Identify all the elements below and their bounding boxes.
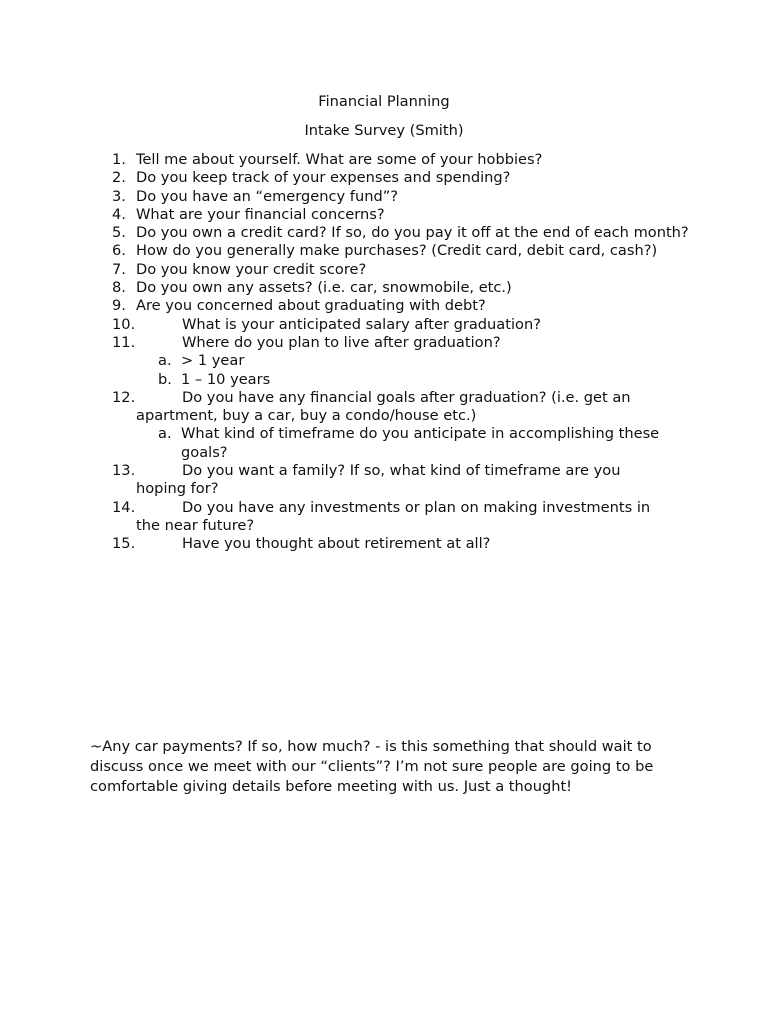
item-text-first-line: Do you have any investments or plan on making investments in bbox=[182, 498, 651, 516]
item-text: What is your anticipated salary after graduation? bbox=[182, 315, 541, 333]
sub-item-letter: a. bbox=[158, 425, 172, 443]
sub-item-text: > 1 year bbox=[181, 352, 245, 370]
document-title: Financial Planning bbox=[318, 93, 450, 110]
item-text-continuation: hoping for? bbox=[136, 480, 219, 498]
sub-item-text: What kind of timeframe do you anticipate in accomplishing these goals? bbox=[181, 425, 660, 461]
comment-note: ~Any car payments? If so, how much? - is this something that should wait to discuss once we meet with our “clients”? I’m not sure people are going to be comfortable giving details before meeting with us. Just a thought! bbox=[90, 738, 654, 795]
item-text: What are your financial concerns? bbox=[136, 205, 385, 223]
list-item bbox=[0, 151, 696, 169]
item-text-continuation: apartment, buy a car, buy a condo/house etc.) bbox=[136, 407, 477, 425]
sub-item-text: 1 – 10 years bbox=[181, 370, 271, 388]
item-number: 6. bbox=[112, 242, 126, 260]
item-number: 11. bbox=[112, 333, 136, 351]
item-number: 2. bbox=[112, 169, 126, 187]
item-text: Do you keep track of your expenses and spending? bbox=[136, 169, 511, 187]
item-number: 3. bbox=[112, 187, 126, 205]
document-subtitle: Intake Survey (Smith) bbox=[304, 122, 464, 139]
item-text: Have you thought about retirement at all? bbox=[182, 535, 491, 553]
list-item bbox=[0, 224, 696, 242]
sub-list-item bbox=[0, 371, 701, 389]
item-number: 15. bbox=[112, 535, 136, 553]
list-item bbox=[0, 261, 696, 279]
list-item bbox=[0, 316, 696, 334]
item-number: 7. bbox=[112, 260, 126, 278]
list-item bbox=[0, 535, 696, 553]
sub-item-letter: a. bbox=[158, 352, 172, 370]
item-text: Do you have an “emergency fund”? bbox=[136, 187, 399, 205]
list-item bbox=[0, 206, 696, 224]
item-number: 5. bbox=[112, 224, 126, 242]
item-text: Do you own a credit card? If so, do you pay it off at the end of each month? bbox=[136, 224, 689, 242]
question-list bbox=[0, 151, 768, 554]
list-item bbox=[0, 242, 696, 260]
item-text-continuation: the near future? bbox=[136, 516, 255, 534]
item-text: Are you concerned about graduating with debt? bbox=[136, 297, 486, 315]
item-text: Where do you plan to live after graduation? bbox=[182, 333, 501, 351]
list-item bbox=[0, 279, 696, 297]
item-number: 9. bbox=[112, 297, 126, 315]
sub-list-item bbox=[0, 352, 701, 370]
item-number: 8. bbox=[112, 279, 126, 297]
list-item bbox=[0, 297, 696, 315]
item-number: 10. bbox=[112, 315, 136, 333]
item-text-first-line: Do you have any financial goals after graduation? (i.e. get an bbox=[182, 388, 631, 406]
item-number: 12. bbox=[112, 388, 136, 406]
list-item bbox=[0, 334, 696, 352]
list-item bbox=[0, 499, 696, 536]
item-number: 4. bbox=[112, 205, 126, 223]
item-text: Do you know your credit score? bbox=[136, 260, 367, 278]
item-number: 1. bbox=[112, 151, 126, 168]
item-text-first-line: Do you want a family? If so, what kind of timeframe are you bbox=[182, 462, 621, 480]
item-number: 13. bbox=[112, 462, 136, 480]
item-number: 14. bbox=[112, 498, 136, 516]
sub-list-item bbox=[0, 425, 701, 462]
item-text: Tell me about yourself. What are some of your hobbies? bbox=[136, 151, 543, 168]
list-item bbox=[0, 389, 696, 426]
list-item bbox=[0, 462, 696, 499]
sub-item-letter: b. bbox=[158, 370, 172, 388]
item-text: Do you own any assets? (i.e. car, snowmobile, etc.) bbox=[136, 279, 512, 297]
list-item bbox=[0, 169, 696, 187]
list-item bbox=[0, 188, 696, 206]
item-text: How do you generally make purchases? (Credit card, debit card, cash?) bbox=[136, 242, 658, 260]
